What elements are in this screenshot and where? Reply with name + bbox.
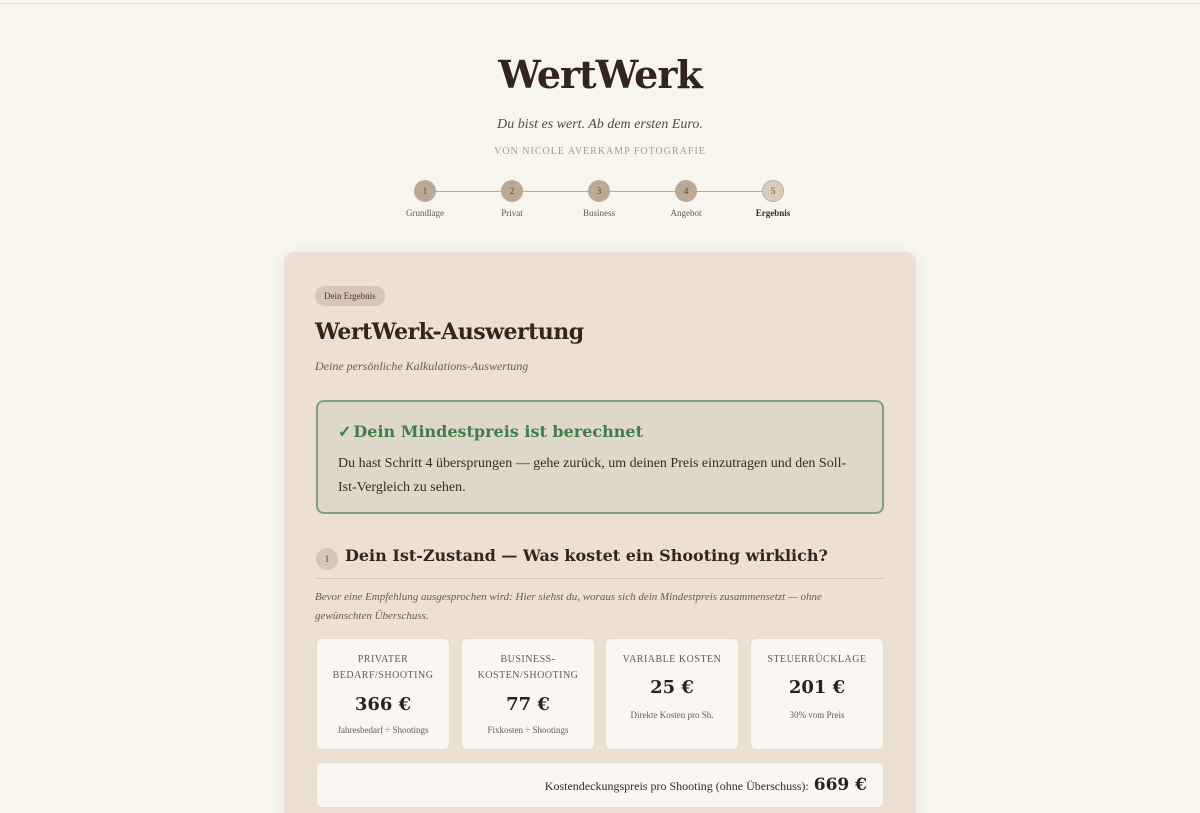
byline: VON NICOLE AVERKAMP FOTOGRAFIE [494, 146, 706, 157]
notice-text: Du hast Schritt 4 übersprungen — gehe zurück, um deinen Preis einzutragen und den Soll-Ist-Vergleich zu sehen. [338, 456, 847, 495]
section-number: 1 [316, 548, 338, 570]
metric-note: Jahresbedarf ÷ Shootings [337, 725, 429, 735]
step-ergebnis[interactable] [738, 180, 808, 218]
top-divider [0, 3, 1200, 4]
notice-title [338, 422, 643, 441]
step-label: Grundlage [406, 208, 444, 218]
step-number: 1 [414, 180, 436, 202]
step-number: 4 [675, 180, 697, 202]
summary-value: 669 € [813, 775, 867, 795]
metric-card-business [461, 638, 595, 750]
section-description: Bevor eine Empfehlung ausgesprochen wird: Hier siehst du, woraus sich dein Mindestpreis zusammensetzt — ohne gewünschten Überschuss. [315, 591, 822, 622]
metric-note: Direkte Kosten pro Sh. [630, 710, 714, 720]
summary-text [545, 775, 867, 795]
metric-card-variable [605, 638, 739, 750]
metric-label: VARIABLE KOSTEN [622, 654, 722, 665]
metric-value: 366 € [354, 694, 412, 715]
step-angebot[interactable] [651, 180, 721, 218]
step-number: 3 [588, 180, 610, 202]
result-title: WertWerk-Auswertung [315, 319, 584, 345]
metric-value: 77 € [506, 694, 550, 715]
section-divider [316, 578, 884, 579]
result-subtitle: Deine persönliche Kalkulations-Auswertung [315, 359, 529, 373]
cost-coverage-summary [316, 762, 884, 808]
step-privat[interactable] [477, 180, 547, 218]
result-badge: Dein Ergebnis [315, 286, 385, 306]
check-icon: ✓ [338, 422, 352, 441]
step-label: Ergebnis [755, 208, 791, 218]
section-title: Dein Ist-Zustand — Was kostet ein Shooting wirklich? [345, 546, 828, 565]
step-grundlage[interactable] [390, 180, 460, 218]
success-notice [316, 400, 884, 514]
metric-value: 201 € [788, 677, 846, 698]
step-label: Angebot [670, 208, 702, 218]
metric-note: Fixkosten ÷ Shootings [487, 725, 569, 735]
metric-card-private [316, 638, 450, 750]
step-number: 5 [762, 180, 784, 202]
metric-note: 30% vom Preis [789, 710, 845, 720]
result-card [284, 252, 916, 813]
step-number: 2 [501, 180, 523, 202]
step-label: Business [582, 208, 615, 218]
step-label: Privat [501, 208, 523, 218]
tagline: Du bist es wert. Ab dem ersten Euro. [497, 117, 703, 132]
brand-logo: WertWerk [498, 52, 702, 97]
metric-card-tax [750, 638, 884, 750]
metric-label: STEUERRÜCKLAGE [767, 654, 867, 665]
summary-label: Kostendeckungspreis pro Shooting (ohne Überschuss): [544, 779, 809, 793]
metric-label: PRIVATER BEDARF/SHOOTING [332, 654, 434, 681]
notice-title-text: Dein Mindestpreis ist berechnet [353, 422, 643, 441]
step-business[interactable] [564, 180, 634, 218]
progress-stepper [390, 180, 810, 224]
metric-value: 25 € [650, 677, 694, 698]
metric-label: BUSINESS-KOSTEN/SHOOTING [477, 654, 579, 681]
